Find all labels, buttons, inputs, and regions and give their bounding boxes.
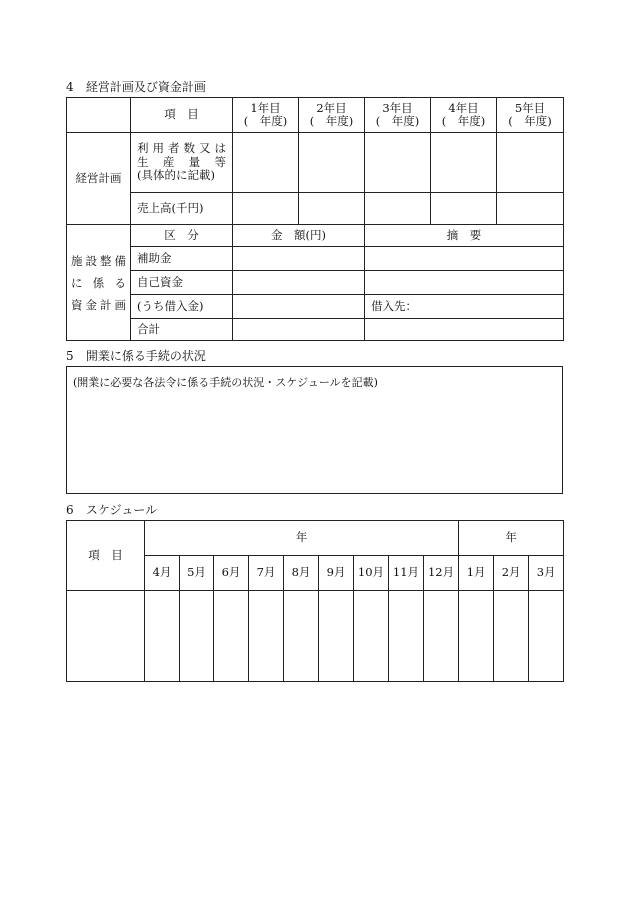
fund-amount-header: 金 額(円) (233, 225, 365, 247)
year-2-fiscal: ( 年度) (309, 114, 354, 128)
year-1-header (233, 98, 299, 133)
own-amount[interactable] (233, 271, 365, 295)
users-label (131, 133, 233, 193)
users-year-3[interactable] (365, 133, 431, 193)
month-header: 8月 (284, 556, 319, 591)
section-4-title: 経営計画及び資金計画 (85, 80, 206, 94)
users-year-1[interactable] (233, 133, 299, 193)
procedure-status-box[interactable] (66, 366, 563, 494)
month-header: 2月 (494, 556, 529, 591)
borrow-from[interactable]: 借入先： (365, 295, 564, 319)
schedule-cell[interactable] (389, 591, 424, 682)
year-3-label: 3年目 (382, 101, 413, 115)
month-header: 6月 (214, 556, 249, 591)
schedule-cell[interactable] (354, 591, 389, 682)
fund-row-subsidy: 補助金 (131, 247, 233, 271)
schedule-cell[interactable] (214, 591, 249, 682)
fund-row-total: 合計 (131, 319, 233, 341)
corner-cell (67, 98, 131, 133)
users-year-4[interactable] (431, 133, 497, 193)
section-5-heading (66, 347, 206, 364)
month-header: 10月 (354, 556, 389, 591)
month-header: 5月 (180, 556, 214, 591)
fund-category-header: 区 分 (131, 225, 233, 247)
section-5-number: 5 (66, 349, 74, 363)
schedule-item-cell[interactable] (67, 591, 145, 682)
year-2-header (299, 98, 365, 133)
schedule-year-b[interactable]: 年 (459, 521, 564, 556)
sales-year-3[interactable] (365, 193, 431, 225)
fund-summary-header: 摘 要 (365, 225, 564, 247)
total-amount[interactable] (233, 319, 365, 341)
fund-plan-label-line1: 施設整備 (71, 253, 126, 268)
schedule-cell[interactable] (145, 591, 180, 682)
schedule-cell[interactable] (494, 591, 529, 682)
year-1-fiscal: ( 年度) (243, 114, 288, 128)
section-5-title: 開業に係る手続の状況 (85, 349, 206, 363)
subsidy-amount[interactable] (233, 247, 365, 271)
year-1-label: 1年目 (250, 101, 281, 115)
fund-plan-label-line2: に係る (71, 275, 126, 290)
total-summary[interactable] (365, 319, 564, 341)
users-label-line1: 利用者数又は (137, 140, 226, 155)
month-header: 12月 (424, 556, 459, 591)
year-4-label: 4年目 (448, 101, 479, 115)
month-header: 3月 (529, 556, 564, 591)
fund-row-loan: (うち借入金) (131, 295, 233, 319)
month-header: 11月 (389, 556, 424, 591)
fund-row-own: 自己資金 (131, 271, 233, 295)
section-6-title: スケジュール (85, 503, 158, 517)
section-6-heading (66, 501, 157, 518)
item-header: 項 目 (131, 98, 233, 133)
month-header: 9月 (319, 556, 354, 591)
year-3-header (365, 98, 431, 133)
section-4-number: 4 (66, 80, 74, 94)
section-4-heading (66, 78, 206, 95)
fund-plan-label (67, 225, 131, 341)
year-5-fiscal: ( 年度) (508, 114, 552, 128)
own-summary[interactable] (365, 271, 564, 295)
sales-year-2[interactable] (299, 193, 365, 225)
users-label-line3: (具体的に記載) (137, 168, 215, 183)
users-year-5[interactable] (497, 133, 564, 193)
year-5-header (497, 98, 564, 133)
sales-label: 売上高(千円) (131, 193, 233, 225)
schedule-year-a[interactable]: 年 (145, 521, 459, 556)
month-header: 4月 (145, 556, 180, 591)
year-4-header (431, 98, 497, 133)
schedule-table (66, 520, 564, 682)
schedule-cell[interactable] (249, 591, 284, 682)
subsidy-summary[interactable] (365, 247, 564, 271)
schedule-cell[interactable] (319, 591, 354, 682)
loan-amount[interactable] (233, 295, 365, 319)
users-year-2[interactable] (299, 133, 365, 193)
procedure-status-note: (開業に必要な各法令に係る手続の状況・スケジュールを記載) (73, 376, 378, 389)
year-3-fiscal: ( 年度) (375, 114, 420, 128)
schedule-cell[interactable] (529, 591, 564, 682)
year-2-label: 2年目 (316, 101, 347, 115)
sales-year-4[interactable] (431, 193, 497, 225)
schedule-item-header: 項 目 (67, 521, 145, 591)
month-header: 1月 (459, 556, 494, 591)
schedule-cell[interactable] (459, 591, 494, 682)
fund-plan-label-line3: 資金計画 (71, 297, 126, 312)
schedule-cell[interactable] (284, 591, 319, 682)
plan-label: 経営計画 (67, 133, 131, 225)
business-plan-table (66, 97, 564, 341)
month-header: 7月 (249, 556, 284, 591)
section-6-number: 6 (66, 503, 74, 517)
year-5-label: 5年目 (514, 101, 546, 115)
sales-year-1[interactable] (233, 193, 299, 225)
users-label-line2: 生産量等 (137, 154, 226, 169)
schedule-cell[interactable] (180, 591, 214, 682)
sales-year-5[interactable] (497, 193, 564, 225)
schedule-cell[interactable] (424, 591, 459, 682)
year-4-fiscal: ( 年度) (441, 114, 486, 128)
